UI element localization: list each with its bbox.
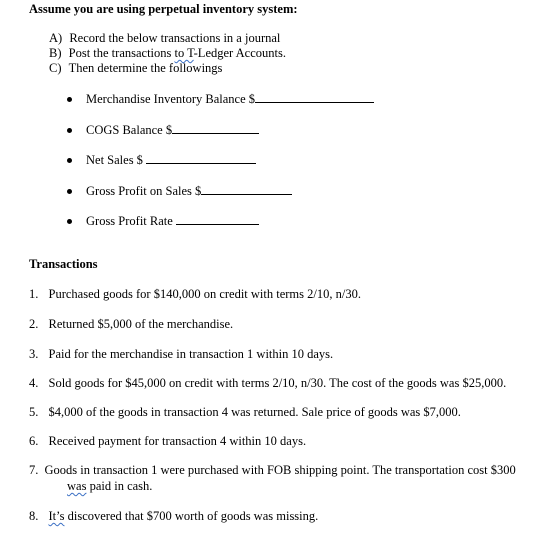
transaction-item bbox=[29, 509, 318, 524]
answer-blank bbox=[201, 183, 292, 195]
transaction-text: discovered that $700 worth of goods was missing. bbox=[64, 509, 319, 523]
transaction-text: paid in cash. bbox=[86, 479, 153, 493]
bullet-label: Merchandise Inventory Balance $ bbox=[86, 92, 256, 106]
bullet-label: Gross Profit on Sales $ bbox=[86, 184, 202, 198]
instruction-b-text: Post the transactions bbox=[68, 46, 175, 60]
transaction-text: Paid for the merchandise in transaction 1 within 10 days. bbox=[48, 347, 334, 361]
instruction-b-spellcheck-text: to T bbox=[174, 46, 194, 60]
transaction-item-continuation bbox=[67, 479, 152, 494]
instruction-b bbox=[49, 46, 286, 61]
answer-blank bbox=[255, 91, 374, 103]
transaction-text: Purchased goods for $140,000 on credit with terms 2/10, n/30. bbox=[48, 287, 361, 301]
instruction-c bbox=[49, 61, 222, 76]
transaction-number: 4. bbox=[29, 376, 39, 390]
transaction-text: $4,000 of the goods in transaction 4 was returned. Sale price of goods was $7,000. bbox=[48, 405, 461, 419]
transaction-text: Sold goods for $45,000 on credit with terms 2/10, n/30. The cost of the goods was $25,000. bbox=[48, 376, 507, 390]
bullet-gross-profit bbox=[86, 183, 292, 199]
instruction-a-text: Record the below transactions in a journal bbox=[69, 31, 281, 45]
transaction-text: Received payment for transaction 4 within 10 days. bbox=[48, 434, 307, 448]
transaction-item bbox=[29, 405, 461, 420]
transaction-text: Goods in transaction 1 were purchased with FOB shipping point. The transportation cost $300 bbox=[44, 463, 516, 477]
transaction-number: 8. bbox=[29, 509, 39, 523]
instruction-a-marker: A) bbox=[49, 31, 63, 45]
answer-blank bbox=[176, 213, 259, 225]
transaction-item bbox=[29, 287, 361, 302]
transaction-spellcheck-text: was bbox=[67, 479, 87, 493]
bullet-dot-icon bbox=[67, 189, 72, 194]
bullet-cogs-balance bbox=[86, 122, 259, 138]
bullet-dot-icon bbox=[67, 97, 72, 102]
bullet-gross-profit-rate bbox=[86, 213, 259, 229]
transaction-item bbox=[29, 317, 233, 332]
bullet-label: Gross Profit Rate bbox=[86, 214, 176, 228]
transaction-item bbox=[29, 434, 306, 449]
transaction-number: 5. bbox=[29, 405, 39, 419]
bullet-merchandise-inventory bbox=[86, 91, 374, 107]
bullet-dot-icon bbox=[67, 128, 72, 133]
transaction-item bbox=[29, 376, 506, 391]
transaction-number: 6. bbox=[29, 434, 39, 448]
transactions-heading: Transactions bbox=[29, 257, 98, 271]
transaction-item bbox=[29, 347, 333, 362]
instruction-a bbox=[49, 31, 280, 46]
transaction-number: 1. bbox=[29, 287, 39, 301]
answer-blank bbox=[146, 152, 256, 164]
instruction-b-text-end: -Ledger Accounts. bbox=[193, 46, 286, 60]
transaction-text: Returned $5,000 of the merchandise. bbox=[48, 317, 234, 331]
bullet-dot-icon bbox=[67, 219, 72, 224]
bullet-label: COGS Balance $ bbox=[86, 123, 173, 137]
transaction-item bbox=[29, 463, 516, 478]
assignment-heading: Assume you are using perpetual inventory system: bbox=[29, 2, 298, 16]
transaction-number: 7. bbox=[29, 463, 39, 477]
bullet-net-sales bbox=[86, 152, 256, 168]
instruction-c-text: Then determine the followings bbox=[68, 61, 223, 75]
transaction-number: 2. bbox=[29, 317, 39, 331]
transaction-number: 3. bbox=[29, 347, 39, 361]
bullet-label: Net Sales $ bbox=[86, 153, 147, 167]
transaction-spellcheck-text: It’s bbox=[48, 509, 65, 523]
instruction-b-marker: B) bbox=[49, 46, 62, 60]
answer-blank bbox=[172, 122, 259, 134]
bullet-dot-icon bbox=[67, 158, 72, 163]
instruction-c-marker: C) bbox=[49, 61, 62, 75]
